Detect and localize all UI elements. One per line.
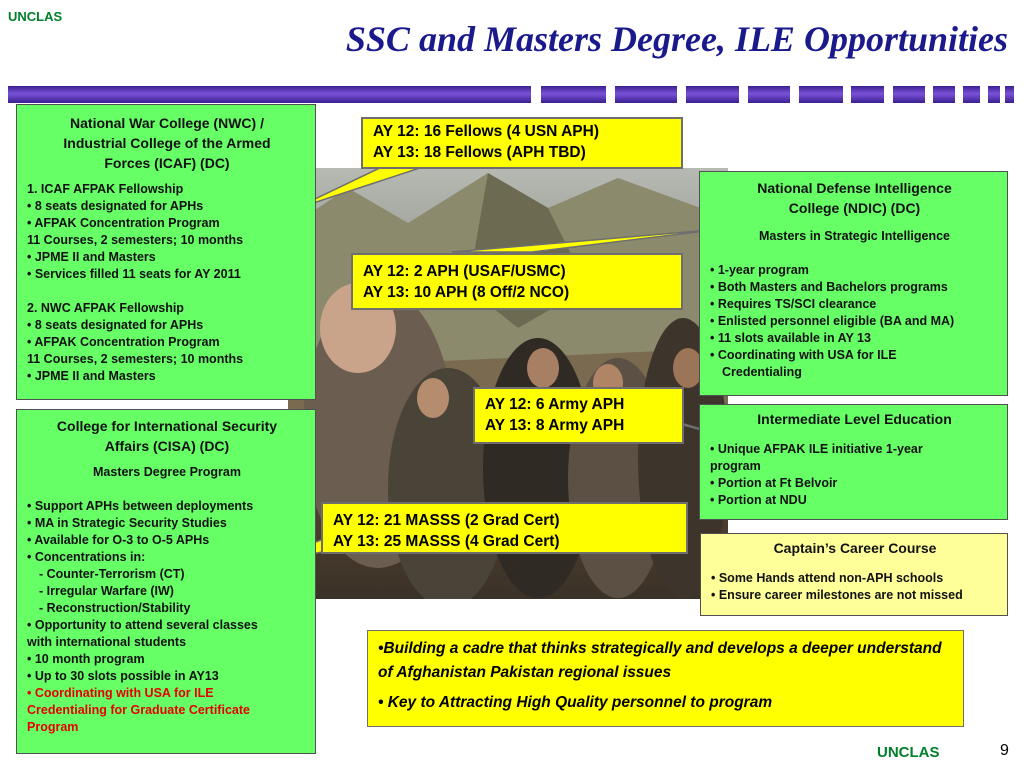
- heading-line: College for International Security: [56, 418, 278, 434]
- ndic-box: [699, 171, 1008, 396]
- body-line: - Reconstruction/Stability: [39, 601, 191, 615]
- body-line: • Concentrations in:: [27, 550, 146, 564]
- body-line: with international students: [27, 635, 187, 649]
- body-line: 11 Courses, 2 semesters; 10 months: [27, 233, 244, 247]
- body-line: Credentialing: [722, 365, 802, 379]
- body-line: • Services filled 11 seats for AY 2011: [27, 267, 241, 281]
- classification-banner-bottom: UNCLAS: [877, 744, 940, 761]
- body-line: • 1-year program: [710, 263, 809, 277]
- body-line: • 8 seats designated for APHs: [27, 199, 204, 213]
- body-line: • Opportunity to attend several classes: [27, 618, 258, 632]
- body-line: • Coordinating with USA for ILE: [710, 348, 897, 362]
- heading-line: College (NDIC) (DC): [788, 200, 921, 216]
- body-line: - Counter-Terrorism (CT): [39, 567, 185, 581]
- red-note-line: Credentialing for Graduate Certificate: [27, 703, 250, 717]
- body-line: • 8 seats designated for APHs: [27, 318, 204, 332]
- page-number: 9: [1000, 742, 1009, 759]
- body-line: • 11 slots available in AY 13: [710, 331, 871, 345]
- callout-line: AY 12: 16 Fellows (4 USN APH): [373, 123, 599, 140]
- nwc-icaf-box: [16, 104, 316, 400]
- body-line: • Requires TS/SCI clearance: [710, 297, 877, 311]
- red-note-line: Program: [27, 720, 79, 734]
- callout-line: AY 12: 2 APH (USAF/USMC): [363, 263, 566, 280]
- callout-line: AY 12: 21 MASSS (2 Grad Cert): [333, 512, 560, 529]
- body-line: • Both Masters and Bachelors programs: [710, 280, 948, 294]
- body-line: • Ensure career milestones are not missed: [711, 588, 963, 602]
- body-line: • Support APHs between deployments: [27, 499, 254, 513]
- callout-line: AY 13: 10 APH (8 Off/2 NCO): [363, 284, 570, 301]
- body-line: 2. NWC AFPAK Fellowship: [27, 301, 184, 315]
- slide-title: SSC and Masters Degree, ILE Opportunities: [345, 19, 1008, 59]
- body-line: • Portion at NDU: [710, 493, 807, 507]
- ndic-heading: [710, 178, 999, 218]
- summary-box: [367, 630, 964, 727]
- captains-career-course-box: [700, 533, 1008, 616]
- body-line: • JPME II and Masters: [27, 250, 156, 264]
- cisa-subheading: Masters Degree Program: [93, 465, 241, 479]
- body-line: • Unique AFPAK ILE initiative 1-year: [710, 442, 923, 456]
- callout-ndic-aph: [351, 253, 683, 310]
- ile-heading: Intermediate Level Education: [757, 411, 952, 427]
- callout-line: AY 12: 6 Army APH: [485, 396, 625, 413]
- summary-point: • Key to Attracting High Quality personnel to program: [378, 694, 773, 711]
- body-line: 11 Courses, 2 semesters; 10 months: [27, 352, 244, 366]
- callout-nwc-fellows: [361, 117, 683, 169]
- cisa-heading: [27, 416, 307, 456]
- callout-line: AY 13: 8 Army APH: [485, 417, 625, 434]
- body-line: - Irregular Warfare (IW): [39, 584, 174, 598]
- ile-box: [699, 404, 1008, 520]
- heading-line: Affairs (CISA) (DC): [104, 438, 230, 454]
- heading-line: Industrial College of the Armed: [63, 135, 271, 151]
- body-line: • AFPAK Concentration Program: [27, 335, 220, 349]
- spacer-line: [27, 283, 307, 300]
- heading-line: National War College (NWC) /: [70, 115, 264, 131]
- body-line: 1. ICAF AFPAK Fellowship: [27, 182, 184, 196]
- classification-banner-top: UNCLAS: [8, 9, 63, 24]
- ndic-subheading: Masters in Strategic Intelligence: [758, 229, 951, 243]
- body-line: • 10 month program: [27, 652, 145, 666]
- body-line: • Up to 30 slots possible in AY13: [27, 669, 219, 683]
- body-line: • JPME II and Masters: [27, 369, 156, 383]
- body-line: • Portion at Ft Belvoir: [710, 476, 838, 490]
- cisa-box: [16, 409, 316, 754]
- body-line: • Some Hands attend non-APH schools: [711, 571, 944, 585]
- heading-line: National Defense Intelligence: [757, 180, 952, 196]
- heading-line: Forces (ICAF) (DC): [104, 155, 230, 171]
- callout-cisa-masss: [321, 502, 688, 554]
- body-line: • AFPAK Concentration Program: [27, 216, 220, 230]
- callout-line: AY 13: 25 MASSS (4 Grad Cert): [333, 533, 560, 550]
- summary-point: •Building a cadre that thinks strategically and develops a deeper understand of Afghanistan Pakistan regional issues: [378, 640, 942, 681]
- red-note-line: • Coordinating with USA for ILE: [27, 686, 214, 700]
- body-line: • MA in Strategic Security Studies: [27, 516, 227, 530]
- callout-line: AY 13: 18 Fellows (APH TBD): [373, 144, 586, 161]
- nwc-icaf-heading: [27, 113, 307, 173]
- callout-ile-army: [473, 387, 684, 444]
- ccc-heading: Captain’s Career Course: [773, 540, 937, 556]
- body-line: program: [710, 459, 761, 473]
- body-line: • Available for O-3 to O-5 APHs: [27, 533, 210, 547]
- body-line: • Enlisted personnel eligible (BA and MA): [710, 314, 955, 328]
